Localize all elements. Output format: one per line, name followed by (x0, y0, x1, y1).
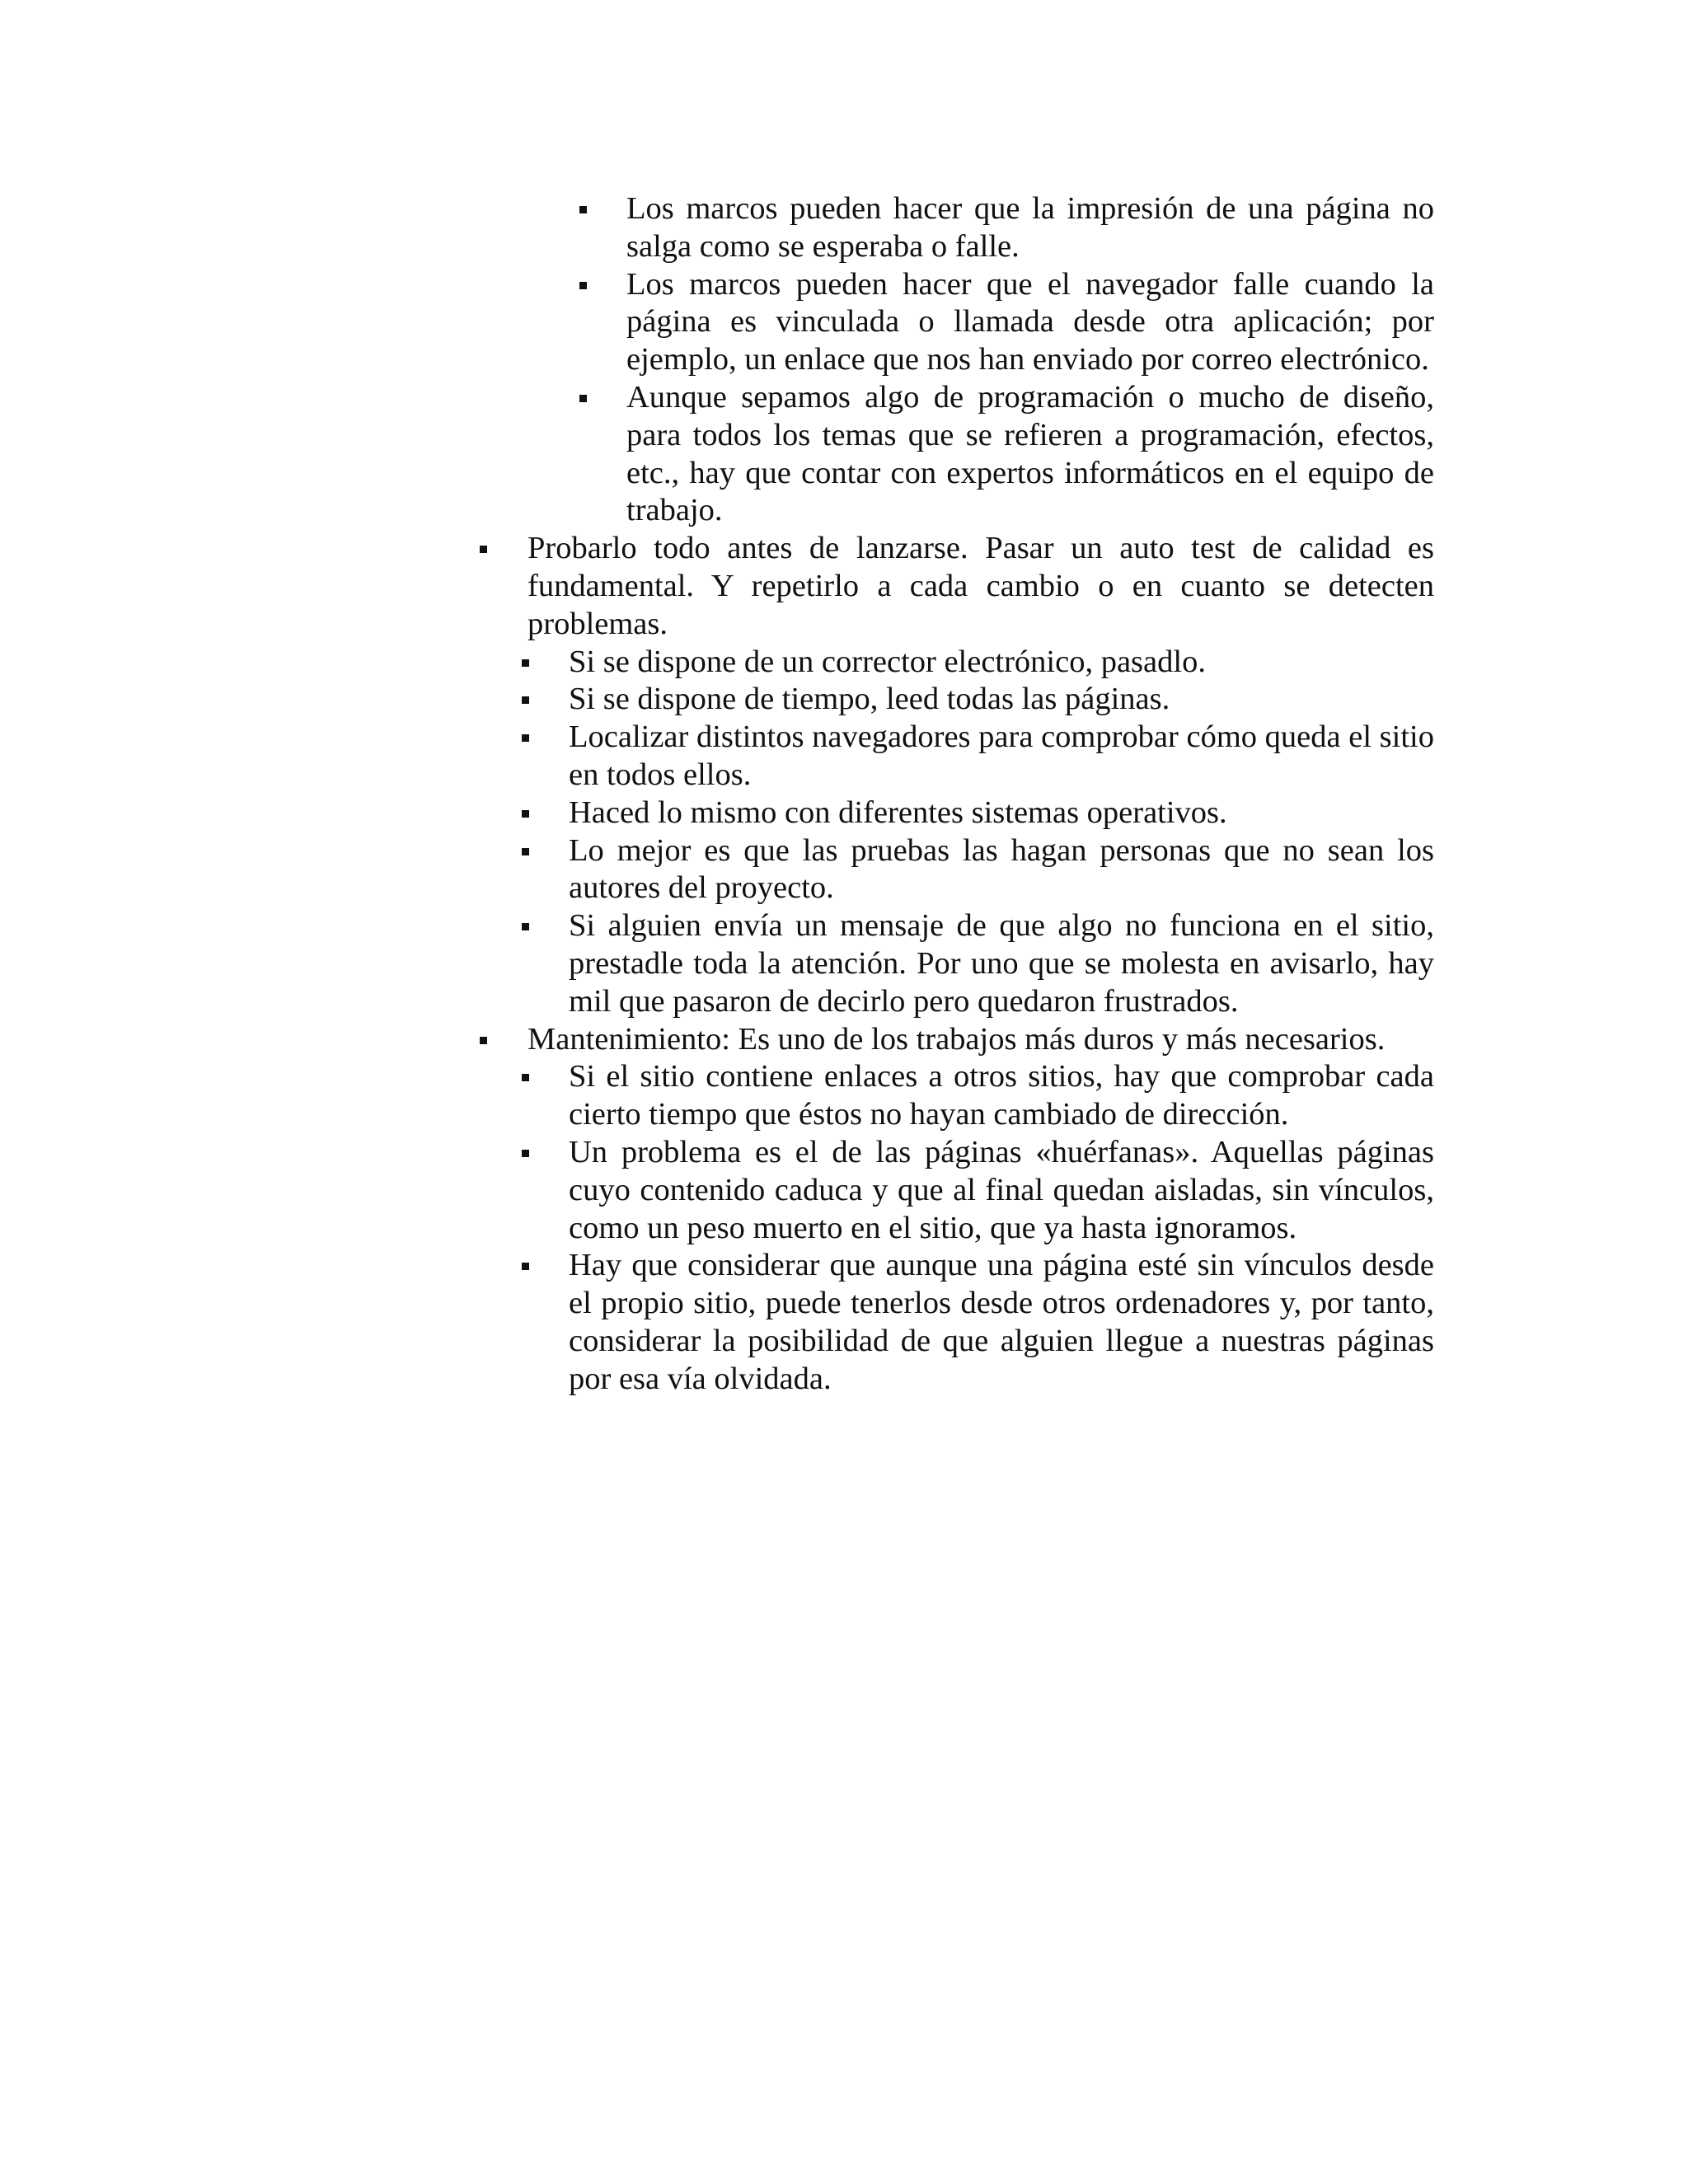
list-item-text: Mantenimiento: Es uno de los trabajos más duros y más necesarios. (528, 1021, 1386, 1057)
square-bullet-icon (579, 206, 587, 213)
list-item (470, 832, 1434, 908)
document-body (470, 190, 1434, 1399)
list-item (470, 1247, 1434, 1398)
list-item-probarlo (470, 530, 1434, 1020)
square-bullet-icon (579, 282, 587, 289)
list-item-text: Probarlo todo antes de lanzarse. Pasar un auto test de calidad es fundamental. Y repetirlo a cada cambio o en cuanto se detecten problemas. (528, 531, 1434, 641)
square-bullet-icon (522, 734, 529, 742)
list-item (470, 644, 1434, 682)
square-bullet-icon (522, 659, 529, 667)
list-item (470, 681, 1434, 719)
main-list (470, 530, 1434, 1398)
list-item (470, 266, 1434, 379)
list-item (470, 907, 1434, 1020)
list-item-text: Localizar distintos navegadores para comprobar cómo queda el sitio en todos ellos. (569, 719, 1434, 792)
square-bullet-icon (522, 810, 529, 818)
list-item-text: Un problema es el de las páginas «huérfanas». Aquellas páginas cuyo contenido caduca y que al final quedan aisladas, sin vínculos, como un peso muerto en el sitio, que ya hasta ignoramos. (569, 1134, 1434, 1245)
square-bullet-icon (480, 1037, 487, 1044)
list-item-text: Si alguien envía un mensaje de que algo no funciona en el sitio, prestadle toda la atención. Por uno que se molesta en avisarlo, hay mil que pasaron de decirlo pero quedaron frustrados. (569, 908, 1434, 1019)
list-item-text: Hay que considerar que aunque una página esté sin vínculos desde el propio sitio, puede tenerlos desde otros ordenadores y, por tanto, considerar la posibilidad de que alguien llegue a nuestras páginas por esa vía olvidada. (569, 1248, 1434, 1396)
square-bullet-icon (579, 395, 587, 402)
square-bullet-icon (522, 1074, 529, 1081)
list-item-text: Lo mejor es que las pruebas las hagan personas que no sean los autores del proyecto. (569, 832, 1434, 906)
list-item (470, 1134, 1434, 1247)
list-item-text: Si se dispone de tiempo, leed todas las páginas. (569, 682, 1170, 717)
list-item-text: Si se dispone de un corrector electrónico, pasadlo. (569, 644, 1206, 679)
square-bullet-icon (522, 1263, 529, 1270)
list-item (470, 794, 1434, 832)
leading-sub-list (470, 190, 1434, 530)
square-bullet-icon (522, 848, 529, 855)
list-item-text: Los marcos pueden hacer que el navegador falle cuando la página es vinculada o llamada desde otra aplicación; por ejemplo, un enlace que nos han enviado por correo electrónico. (626, 266, 1434, 377)
maintenance-sub-list (470, 1058, 1434, 1398)
square-bullet-icon (480, 546, 487, 553)
list-item-text: Aunque sepamos algo de programación o mucho de diseño, para todos los temas que se refieren a programación, efectos, etc., hay que contar con expertos informáticos en el equipo de trabajo. (626, 379, 1434, 528)
list-item-text: Los marcos pueden hacer que la impresión de una página no salga como se esperaba o falle. (626, 191, 1434, 264)
square-bullet-icon (522, 1150, 529, 1157)
square-bullet-icon (522, 923, 529, 930)
square-bullet-icon (522, 696, 529, 704)
list-item-text: Haced lo mismo con diferentes sistemas operativos. (569, 794, 1227, 830)
list-item-mantenimiento (470, 1021, 1434, 1399)
list-item (470, 719, 1434, 794)
list-item (470, 1058, 1434, 1134)
list-item (470, 379, 1434, 530)
list-item (470, 190, 1434, 266)
list-item-text: Si el sitio contiene enlaces a otros sitios, hay que comprobar cada cierto tiempo que éstos no hayan cambiado de dirección. (569, 1059, 1434, 1132)
testing-sub-list (470, 644, 1434, 1021)
